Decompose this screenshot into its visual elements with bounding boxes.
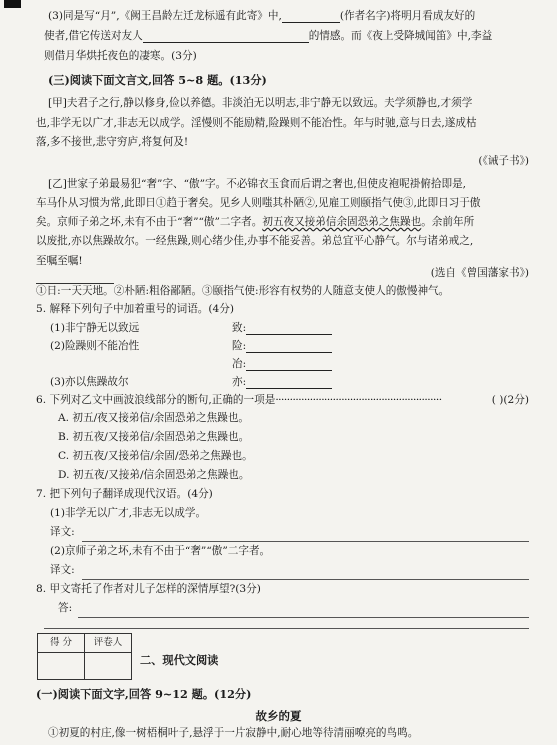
q5-answer-blank-4[interactable] xyxy=(246,377,332,389)
jia-line-2: 也,非学无以广才,非志无以成学。淫慢则不能励精,险躁则不能冶性。年与时驰,意与日去,遂成枯 xyxy=(36,117,477,129)
footnote-rule xyxy=(36,283,114,284)
q7-label-1: 译文: xyxy=(50,526,75,538)
q3-line-3: 则借月华烘托夜色的凄寒。(3分) xyxy=(44,50,197,62)
score-box xyxy=(37,633,132,680)
jia-line-3: 落,多不接世,悲守穷庐,将复何及! xyxy=(36,136,189,148)
q8-label: 答: xyxy=(58,602,73,614)
q5-sentence-1: (1)非宁静无以致远 xyxy=(50,322,140,334)
q7-answer-line-2[interactable] xyxy=(82,579,529,580)
yi-line-4: 以废批,亦以焦躁故尔。一经焦躁,则心绪少佳,办事不能妥善。弟总宜平心静气。尔与诸弟戒之, xyxy=(36,235,474,247)
scan-corner-mark xyxy=(4,0,21,8)
q6-answer-paren[interactable]: ( )(2分) xyxy=(491,394,529,406)
q5-word-3: 冶: xyxy=(232,358,332,371)
q5-sentence-3: (3)亦以焦躁故尔 xyxy=(50,376,129,388)
score-header: 得 分 xyxy=(38,634,85,653)
q6-option-d[interactable]: D. 初五夜/又接弟/信余固恐弟之焦躁也。 xyxy=(58,469,250,481)
q8-answer-line-1[interactable] xyxy=(78,617,529,618)
q3-line-2: 使者,借它传送对友人 的情感。而《夜上受降城闻笛》中,李益 xyxy=(44,30,493,42)
section3-header: (三)阅读下面文言文,回答 5~8 题。(13分) xyxy=(48,73,267,87)
yi-line-5: 至嘱至嘱! xyxy=(36,255,83,267)
q7-sentence-2: (2)京师子弟之坏,未有不由于“奢”“傲”二字者。 xyxy=(50,545,271,557)
q8-answer-line-2[interactable] xyxy=(44,628,529,629)
yi-line-1: [乙]世家子弟最易犯“奢”字、“傲”字。不必锦衣玉食而后谓之奢也,但使皮袍呢褂俯拾即是, xyxy=(48,178,467,190)
q7-label-2: 译文: xyxy=(50,564,75,576)
q5-answer-blank-1[interactable] xyxy=(246,323,332,335)
wavy-underlined-passage: 初五夜又接弟信余固恐弟之焦躁也 xyxy=(262,216,422,228)
yi-line-2: 车马仆从习惯为常,此即日①趋于奢矣。见乡人则嗤其朴陋②,见雇工则颐指气使③,此即日习于傲 xyxy=(36,197,481,209)
jia-source: (《诫子书》) xyxy=(478,155,529,167)
q5-answer-blank-3[interactable] xyxy=(246,359,332,371)
q7-sentence-1: (1)非学无以广才,非志无以成学。 xyxy=(50,507,207,519)
q3-line-1: (3)同是写“月”,《阙王昌龄左迁龙标遥有此寄》中, (作者名字)将明月看成友好的 xyxy=(48,10,476,22)
q7-stem: 7. 把下列句子翻译成现代汉语。(4分) xyxy=(36,488,213,500)
q6-stem: 6. 下列对乙文中画波浪线部分的断句,正确的一项是·························································· xyxy=(36,394,442,406)
jia-line-1: [甲]夫君子之行,静以修身,俭以养德。非淡泊无以明志,非宁静无以致远。夫学须静也,才须学 xyxy=(48,97,473,109)
q6-option-c[interactable]: C. 初五夜/又接弟信/余固/恐弟之焦躁也。 xyxy=(58,450,253,462)
score-cell[interactable] xyxy=(38,653,85,680)
grader-header: 评卷人 xyxy=(85,634,132,653)
q5-stem: 5. 解释下列句子中加着重号的词语。(4分) xyxy=(36,303,234,315)
yi-source: (选自《曾国藩家书》) xyxy=(430,267,529,279)
q5-sentence-2: (2)险躁则不能冶性 xyxy=(50,340,140,352)
essay-paragraph-1: ①初夏的村庄,像一树梧桐叶子,悬浮于一片寂静中,耐心地等待清丽嘹亮的鸟鸣。 xyxy=(48,727,419,739)
q5-word-2: 险: xyxy=(232,340,332,353)
q5-answer-blank-2[interactable] xyxy=(246,341,332,353)
q8-stem: 8. 甲文寄托了作者对儿子怎样的深情厚望?(3分) xyxy=(36,583,261,595)
q6-option-a[interactable]: A. 初五/夜又接弟信/余固恐弟之焦躁也。 xyxy=(58,412,250,424)
yi-line-3: 矣。京师子弟之坏,未有不由于“奢”“傲”二字者。初五夜又接弟信余固恐弟之焦躁也。余前年所 xyxy=(36,216,475,228)
grader-cell[interactable] xyxy=(85,653,132,680)
q7-answer-line-1[interactable] xyxy=(82,541,529,542)
part2-subheader: (一)阅读下面文字,回答 9~12 题。(12分) xyxy=(36,687,252,701)
footnotes: ①日:一天天地。②朴陋:粗俗鄙陋。③颐指气使:形容有权势的人随意支使人的傲慢神气。 xyxy=(36,285,450,297)
q5-word-4: 亦: xyxy=(232,376,332,389)
q5-word-1: 致: xyxy=(232,322,332,335)
essay-title: 故乡的夏 xyxy=(255,709,302,723)
part2-title: 二、现代文阅读 xyxy=(140,653,219,667)
q6-option-b[interactable]: B. 初五夜/又接弟信/余固恐弟之焦躁也。 xyxy=(58,431,250,443)
